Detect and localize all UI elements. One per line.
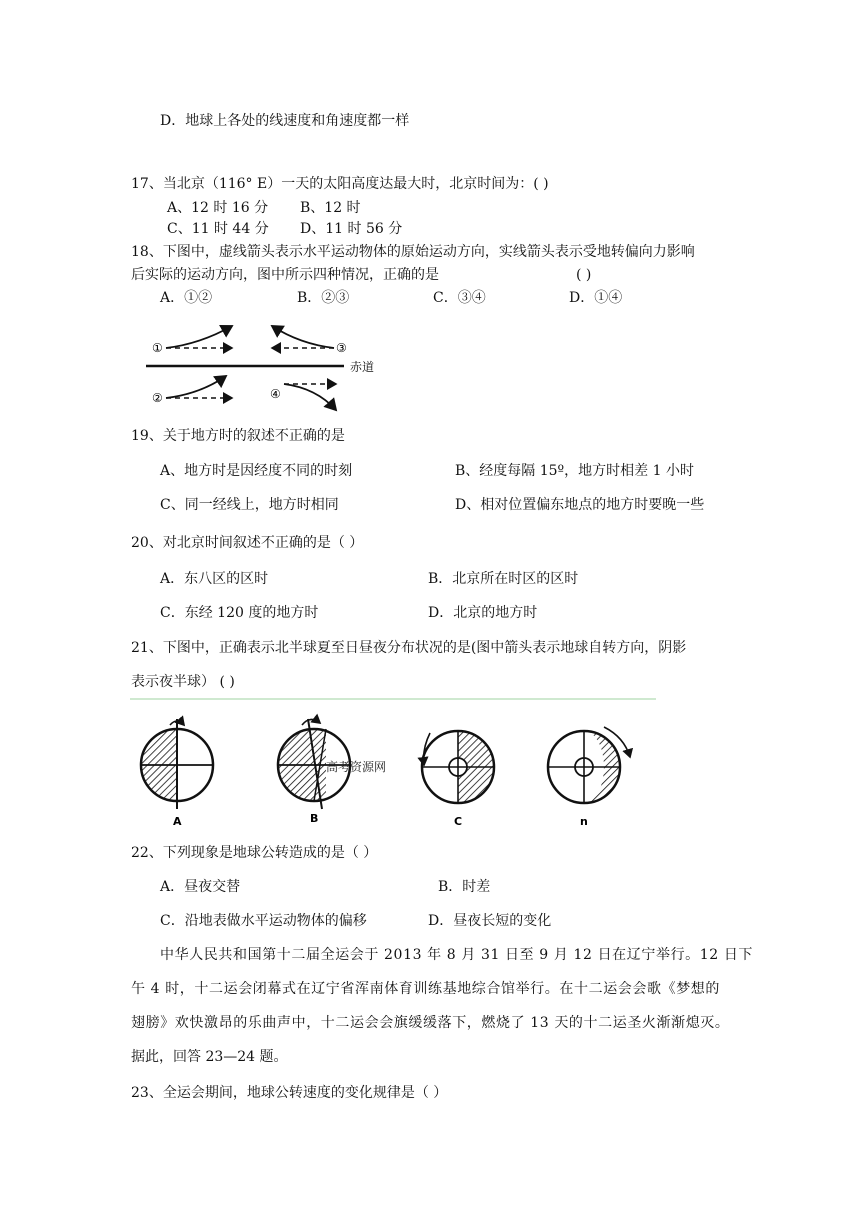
q22-option-d: D．昼夜长短的变化 xyxy=(428,913,552,929)
q19-option-b: B、经度每隔 15º，地方时相差 1 小时 xyxy=(455,463,694,479)
q22-option-b: B．时差 xyxy=(438,879,491,895)
q20-option-a: A．东八区的区时 xyxy=(160,571,269,587)
marker-2: ② xyxy=(152,391,163,405)
q18-option-b: B．②③ xyxy=(297,290,350,306)
q20-stem: 20、对北京时间叙述不正确的是（ ） xyxy=(131,535,364,551)
marker-1: ① xyxy=(152,341,163,355)
q23-stem: 23、全运会期间，地球公转速度的变化规律是（ ） xyxy=(131,1085,448,1101)
q17-stem: 17、当北京（116° E）一天的太阳高度达最大时，北京时间为：( ) xyxy=(131,176,549,192)
passage-line-1: 中华人民共和国第十二届全运会于 2013 年 8 月 31 日至 9 月 12 日在辽宁举行。12 日下 xyxy=(160,947,754,963)
globe-label-a: A xyxy=(173,815,182,827)
q19-option-c: C、同一经线上，地方时相同 xyxy=(160,497,339,513)
solid-arrow-2 xyxy=(166,376,226,398)
q19-option-a: A、地方时是因经度不同的时刻 xyxy=(160,463,353,479)
q22-option-a: A．昼夜交替 xyxy=(160,879,241,895)
equator-label: 赤道 xyxy=(350,360,375,374)
globe-label-c: C xyxy=(454,815,463,827)
q17-option-d: D、11 时 56 分 xyxy=(300,221,403,237)
solid-arrow-4 xyxy=(284,384,336,410)
q17-option-b: B、12 时 xyxy=(300,200,361,216)
q21-stem-line2: 表示夜半球） ( ) xyxy=(131,674,235,690)
q18-answer-paren: ( ) xyxy=(576,267,592,283)
watermark-text: 高考资源网 xyxy=(326,760,387,774)
q16-option-d: D．地球上各处的线速度和角速度都一样 xyxy=(160,113,410,129)
q18-option-c: C．③④ xyxy=(433,290,486,306)
solid-arrow-3 xyxy=(272,326,334,348)
marker-4: ④ xyxy=(270,387,281,401)
globe-label-d: n xyxy=(580,815,588,827)
q20-option-b: B．北京所在时区的区时 xyxy=(428,571,579,587)
passage-line-2: 午 4 时，十二运会闭幕式在辽宁省浑南体育训练基地综合馆举行。在十二运会会歌《梦想的 xyxy=(131,981,721,997)
q18-stem-line2: 后实际的运动方向，图中所示四种情况，正确的是 xyxy=(131,267,439,283)
globe-label-b: B xyxy=(310,812,319,825)
solid-arrow-1 xyxy=(166,326,232,348)
q22-stem: 22、下列现象是地球公转造成的是（ ） xyxy=(131,845,378,861)
globe-c xyxy=(422,731,494,827)
q18-option-a: A．①② xyxy=(160,290,213,306)
q17-option-c: C、11 时 44 分 xyxy=(167,221,269,237)
q18-stem-line1: 18、下图中，虚线箭头表示水平运动物体的原始运动方向，实线箭头表示受地转偏向力影响 xyxy=(131,244,695,260)
q18-option-d: D．①④ xyxy=(569,290,623,306)
q20-option-d: D．北京的地方时 xyxy=(428,605,538,621)
q21-stem-line1: 21、下图中，正确表示北半球夏至日昼夜分布状况的是(图中箭头表示地球自转方向，阴影 xyxy=(131,640,687,656)
q22-option-c: C．沿地表做水平运动物体的偏移 xyxy=(160,913,367,929)
passage-line-4: 据此，回答 23—24 题。 xyxy=(131,1049,288,1065)
q21-globes-figure xyxy=(130,697,660,827)
globe-d xyxy=(548,727,630,827)
marker-3: ③ xyxy=(336,341,347,355)
q18-deflection-figure xyxy=(140,318,400,418)
passage-line-3: 翅膀》欢快激昂的乐曲声中，十二运会会旗缓缓落下，燃烧了 13 天的十二运圣火渐渐熄灭。 xyxy=(131,1015,730,1031)
q20-option-c: C．东经 120 度的地方时 xyxy=(160,605,319,621)
q17-option-a: A、12 时 16 分 xyxy=(167,200,269,216)
q19-option-d: D、相对位置偏东地点的地方时要晚一些 xyxy=(455,497,705,513)
q19-stem: 19、关于地方时的叙述不正确的是 xyxy=(131,428,345,444)
globe-a xyxy=(141,719,213,827)
